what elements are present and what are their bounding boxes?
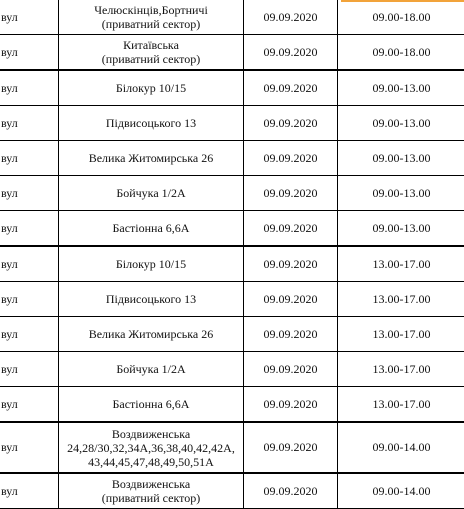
time-cell: 13.00-17.00 — [338, 282, 464, 317]
time-cell: 13.00-17.00 — [338, 317, 464, 352]
date-cell: 09.09.2020 — [244, 246, 338, 282]
address-line: Підвисоцького 13 — [59, 292, 243, 306]
street-type-cell: вул — [0, 35, 59, 71]
table-row — [0, 0, 464, 35]
street-type-cell: вул — [0, 0, 59, 35]
street-type-cell: вул — [0, 282, 59, 317]
address-line: Білокур 10/15 — [59, 81, 243, 95]
date-cell: 09.09.2020 — [244, 0, 338, 35]
address-cell — [59, 422, 244, 473]
address-line: 43,44,45,47,48,49,50,51А — [59, 455, 243, 469]
address-line: Білокур 10/15 — [59, 257, 243, 271]
date-cell: 09.09.2020 — [244, 106, 338, 141]
address-line: (приватний сектор) — [59, 17, 243, 31]
time-cell: 09.00-14.00 — [338, 422, 464, 473]
address-cell — [59, 141, 244, 176]
address-cell — [59, 211, 244, 247]
address-line: Велика Житомирська 26 — [59, 327, 243, 341]
table-row — [0, 70, 464, 106]
street-type-cell: вул — [0, 211, 59, 247]
address-line: Бастіонна 6,6А — [59, 221, 243, 235]
table-row — [0, 282, 464, 317]
time-cell: 09.00-14.00 — [338, 473, 464, 509]
street-type-cell: вул — [0, 473, 59, 509]
time-cell: 09.00-13.00 — [338, 141, 464, 176]
time-cell: 09.00-18.00 — [338, 0, 464, 35]
date-cell: 09.09.2020 — [244, 387, 338, 423]
street-type-cell: вул — [0, 422, 59, 473]
street-type-cell: вул — [0, 141, 59, 176]
address-cell — [59, 317, 244, 352]
address-line: Бойчука 1/2А — [59, 362, 243, 376]
address-line: Підвисоцького 13 — [59, 116, 243, 130]
table-row — [0, 35, 464, 71]
time-cell: 09.00-13.00 — [338, 70, 464, 106]
address-cell — [59, 70, 244, 106]
table-row — [0, 176, 464, 211]
address-cell — [59, 387, 244, 423]
address-cell — [59, 473, 244, 509]
address-cell — [59, 0, 244, 35]
date-cell: 09.09.2020 — [244, 473, 338, 509]
date-cell: 09.09.2020 — [244, 141, 338, 176]
address-line: 24,28/30,32,34А,36,38,40,42,42А, — [59, 441, 243, 455]
table-row — [0, 246, 464, 282]
address-line: Челюскінців,Бортничі — [59, 3, 243, 17]
address-line: Воздвиженська — [59, 427, 243, 441]
street-type-cell: вул — [0, 106, 59, 141]
table-row — [0, 473, 464, 509]
table-row — [0, 211, 464, 247]
address-cell — [59, 246, 244, 282]
date-cell: 09.09.2020 — [244, 211, 338, 247]
time-cell: 13.00-17.00 — [338, 387, 464, 423]
table-row — [0, 317, 464, 352]
address-cell — [59, 282, 244, 317]
address-line: Бастіонна 6,6А — [59, 397, 243, 411]
time-cell: 09.00-18.00 — [338, 35, 464, 71]
street-type-cell: вул — [0, 176, 59, 211]
street-type-cell: вул — [0, 387, 59, 423]
time-cell: 09.00-13.00 — [338, 211, 464, 247]
address-line: Бойчука 1/2А — [59, 186, 243, 200]
address-cell — [59, 106, 244, 141]
address-line: Воздвиженська — [59, 477, 243, 491]
street-type-cell: вул — [0, 246, 59, 282]
date-cell: 09.09.2020 — [244, 35, 338, 71]
date-cell: 09.09.2020 — [244, 422, 338, 473]
date-cell: 09.09.2020 — [244, 352, 338, 387]
table-row — [0, 422, 464, 473]
time-cell: 13.00-17.00 — [338, 352, 464, 387]
date-cell: 09.09.2020 — [244, 176, 338, 211]
date-cell: 09.09.2020 — [244, 282, 338, 317]
table-row — [0, 141, 464, 176]
time-cell: 09.00-13.00 — [338, 106, 464, 141]
address-line: (приватний сектор) — [59, 52, 243, 66]
address-cell — [59, 176, 244, 211]
street-type-cell: вул — [0, 317, 59, 352]
address-line: (приватний сектор) — [59, 491, 243, 505]
address-cell — [59, 35, 244, 71]
address-line: Китаївська — [59, 38, 243, 52]
table-row — [0, 387, 464, 423]
table-row — [0, 106, 464, 141]
table-row — [0, 352, 464, 387]
street-type-cell: вул — [0, 352, 59, 387]
date-cell: 09.09.2020 — [244, 317, 338, 352]
address-cell — [59, 352, 244, 387]
time-cell: 13.00-17.00 — [338, 246, 464, 282]
street-type-cell: вул — [0, 70, 59, 106]
address-line: Велика Житомирська 26 — [59, 151, 243, 165]
time-cell: 09.00-13.00 — [338, 176, 464, 211]
date-cell: 09.09.2020 — [244, 70, 338, 106]
